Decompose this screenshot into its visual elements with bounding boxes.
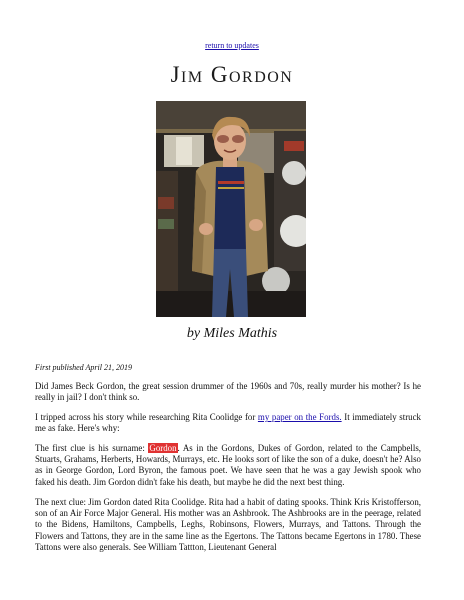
byline: by Miles Mathis (186, 326, 278, 341)
paragraph-2-text-start: I tripped across his story while researching Rita Coolidge for (35, 412, 258, 422)
portrait-photo (156, 101, 306, 317)
paragraph-2 (35, 412, 421, 434)
paragraph-3-text-end: . As in the Gordons, Dukes of Gordon, related to the Campbells, Stuarts, Grahams, Herberts, Howards, Murrays, etc. He looks sort of like the son of a duke, doesn't he? Also as in George Gordon, Lord Byron, the famous poet. We have seen that he was a gay Jewish spook who faked his death. Jim Gordon didn't fake his death, but maybe he did the next best thing. (35, 443, 421, 487)
paragraph-1: Did James Beck Gordon, the great session drummer of the 1960s and 70s, really murder his mother? Is he really in jail? I don't think so. (35, 381, 421, 403)
paragraph-3 (35, 443, 421, 488)
paragraph-3-text-start: The first clue is his surname: (35, 443, 149, 453)
page-title: Jim Gordon (170, 62, 294, 87)
publish-date: First published April 21, 2019 (35, 363, 132, 372)
return-to-updates-link[interactable]: return to updates (205, 41, 259, 50)
paragraph-2-text-end: It immediately struck me as fake. Here's why: (35, 412, 421, 434)
fords-paper-link[interactable]: my paper on the Fords. (257, 412, 342, 422)
surname-highlight: Gordon (149, 443, 177, 453)
paragraph-4: The next clue: Jim Gordon dated Rita Coolidge. Rita had a habit of dating spooks. Think Kris Kristofferson, son of an Air Force Major General. His mother was an Ashbrook. The Ashbrooks are in the peerage, related to the Bidens, Hamiltons, Campbells, Leghs, Robinsons, Flowers, Murrays, and Tattons. Through the Flowers and Tattons, they are in the same line as the Egertons. The Tattons became Egertons in 1780. These Tattons were also generals. See William Tattton, Lieutenant General (35, 497, 421, 552)
